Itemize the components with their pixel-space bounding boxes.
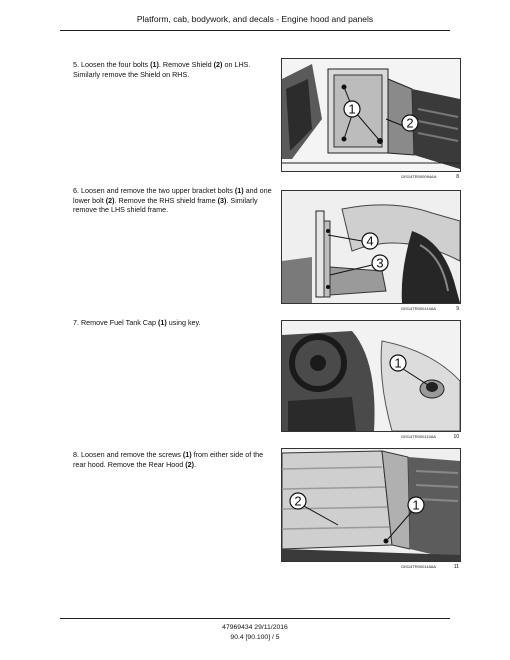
callout-1: [408, 497, 424, 513]
figure-11-rear-hood: [281, 448, 461, 562]
callout-number: 1: [348, 101, 356, 117]
callout-number: 3: [376, 255, 384, 271]
step-text: .: [194, 459, 197, 469]
callout-ref: (2): [213, 60, 223, 69]
figure-number: 8: [456, 174, 459, 180]
callout-ref: (1): [182, 450, 192, 459]
callout-ref: (1): [157, 318, 167, 327]
footer-doc-ref: 47969434 29/11/2016: [222, 624, 288, 631]
callout-number: 2: [294, 493, 302, 509]
callout-3: [372, 255, 388, 271]
step-text: and one lower bolt: [73, 186, 272, 205]
callout-ref: (2): [105, 195, 115, 205]
footer-rule: [60, 618, 450, 619]
figure-number: 10: [453, 434, 459, 440]
step-8-instruction: [73, 450, 273, 469]
callout-number: 2: [406, 115, 414, 131]
step-text: using key.: [166, 318, 201, 327]
step-text: 5. Loosen the four bolts: [73, 60, 151, 69]
step-text: on LHS. Similarly remove the Shield on RHS.: [73, 60, 251, 79]
figure-number: 9: [456, 306, 459, 312]
figure-code: GIS14TR000118AA: [401, 564, 437, 569]
callout-ref: (1): [150, 60, 159, 69]
figure-code: GIS14TR000094AA: [401, 174, 437, 179]
callout-ref: (1): [234, 186, 244, 195]
figure-number: 11: [453, 564, 459, 570]
callout-2: [402, 115, 418, 131]
figure-10-fuel-tank-cap: [281, 320, 461, 432]
callout-1: [390, 355, 406, 371]
figure-8-shield-removal: [281, 58, 461, 172]
figure-code: GIS14TR000114AA: [401, 306, 437, 311]
figure-9-shield-frame: [281, 190, 461, 304]
header-rule: [60, 30, 450, 31]
step-text: . Remove Shield: [158, 60, 214, 69]
callout-number: 1: [412, 497, 420, 513]
footer-page-ref: 90.4 [90.100] / 5: [230, 634, 280, 641]
callout-number: 1: [394, 355, 402, 371]
step-text: 6. Loosen and remove the two upper bracket bolts: [73, 186, 235, 195]
step-5-instruction: [73, 60, 273, 79]
step-text: from either side of the rear hood. Remove the Rear Hood: [73, 450, 264, 469]
page-header: Platform, cab, bodywork, and decals - Engine hood and panels: [136, 14, 374, 24]
step-6-instruction: [73, 186, 273, 215]
callout-ref: (3): [217, 195, 227, 205]
figure-code: GIS14TR000115AA: [401, 434, 437, 439]
step-7-instruction: [73, 318, 273, 328]
callout-2: [290, 493, 306, 509]
step-text: . Remove the RHS shield frame: [114, 195, 218, 205]
step-text: 7. Remove Fuel Tank Cap: [73, 318, 158, 327]
callout-number: 4: [366, 233, 374, 249]
callout-4: [362, 233, 378, 249]
step-text: 8. Loosen and remove the screws: [73, 450, 183, 459]
step-text: . Similarly remove the LHS shield frame.: [73, 195, 258, 214]
callout-1: [344, 101, 360, 117]
callout-ref: (2): [185, 459, 195, 469]
